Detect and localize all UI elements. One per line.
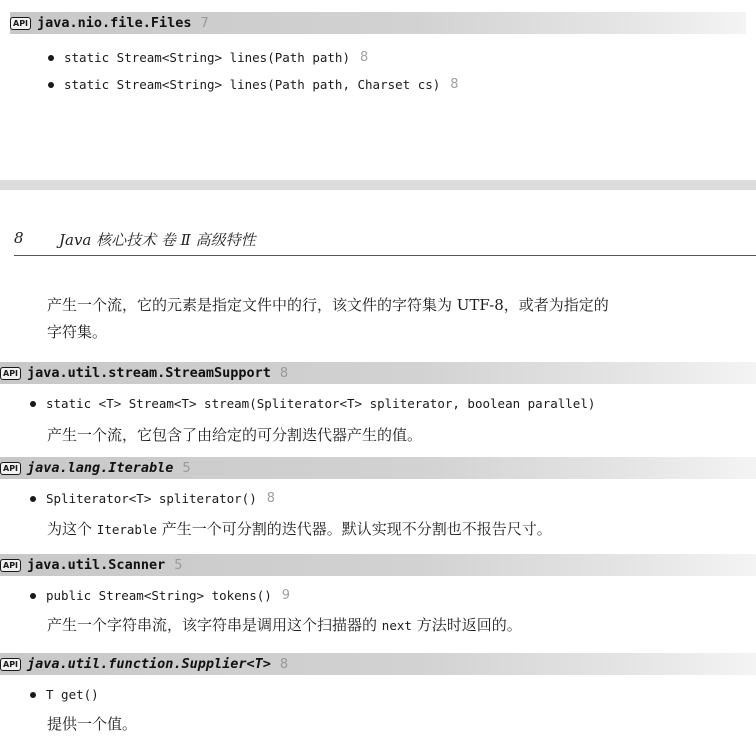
book-title: Java 核心技术 卷 Ⅱ 高级特性 <box>59 231 256 249</box>
api-header-scanner <box>0 554 756 576</box>
api-badge-icon: API <box>0 462 21 475</box>
api-header-iterable <box>0 457 756 479</box>
api-class-name: java.util.Scanner <box>27 557 166 573</box>
bullet-icon <box>30 692 36 698</box>
method-signature: static <T> Stream<T> stream(Spliterator<T> spliterator, boolean parallel) <box>46 396 596 411</box>
method-signature: static Stream<String> lines(Path path) <box>64 50 350 65</box>
page-number: 8 <box>14 229 24 247</box>
running-header <box>14 229 756 256</box>
description-code: Iterable <box>96 522 158 537</box>
api-header-supplier <box>0 653 756 675</box>
description-code: next <box>381 618 412 633</box>
method-version: 8 <box>266 491 275 506</box>
method-line <box>48 50 368 65</box>
intro-paragraph <box>47 292 737 346</box>
bullet-icon <box>48 55 54 61</box>
method-line <box>30 491 275 506</box>
page-separator <box>0 180 756 190</box>
method-signature: public Stream<String> tokens() <box>46 588 272 603</box>
method-description <box>47 518 552 539</box>
description-text: 为这个 <box>47 520 93 538</box>
method-description <box>47 614 522 635</box>
api-badge-icon: API <box>0 559 21 572</box>
method-line <box>30 396 595 411</box>
method-version: 8 <box>450 77 459 92</box>
description-text: 方法时返回的。 <box>416 616 522 634</box>
api-version: 8 <box>279 365 289 381</box>
api-version: 5 <box>182 460 191 476</box>
api-class-name: java.nio.file.Files <box>37 15 192 31</box>
method-description: 产生一个流，它包含了由给定的可分割迭代器产生的值。 <box>47 426 423 444</box>
method-description: 提供一个值。 <box>47 715 138 733</box>
paragraph-line: 字符集。 <box>47 323 108 341</box>
bullet-icon <box>30 401 36 407</box>
previous-page-fragment <box>0 0 756 180</box>
api-class-name: java.lang.Iterable <box>27 460 174 476</box>
method-line <box>30 687 99 702</box>
api-class-name: java.util.function.Supplier<T> <box>27 656 271 672</box>
api-header-files <box>10 12 746 34</box>
description-text: 产生一个可分割的迭代器。默认实现不分割也不报告尺寸。 <box>161 520 552 538</box>
method-version: 8 <box>359 50 369 65</box>
bullet-icon <box>30 496 36 502</box>
bullet-icon <box>48 82 54 88</box>
method-signature: Spliterator<T> spliterator() <box>46 491 257 506</box>
api-badge-icon: API <box>10 17 31 30</box>
api-header-streamsupport <box>0 362 756 384</box>
api-badge-icon: API <box>0 367 21 380</box>
method-version: 9 <box>281 588 291 603</box>
method-line <box>48 77 459 92</box>
api-class-name: java.util.stream.StreamSupport <box>27 365 271 381</box>
method-signature: T get() <box>46 687 99 702</box>
paragraph-line: 产生一个流，它的元素是指定文件中的行，该文件的字符集为 UTF-8，或者为指定的 <box>47 296 609 314</box>
bullet-icon <box>30 593 36 599</box>
method-line <box>30 588 290 603</box>
api-version: 8 <box>279 656 289 672</box>
method-signature: static Stream<String> lines(Path path, Charset cs) <box>64 77 441 92</box>
api-version: 7 <box>200 15 209 31</box>
api-badge-icon: API <box>0 658 21 671</box>
api-version: 5 <box>174 557 183 573</box>
description-text: 产生一个字符串流，该字符串是调用这个扫描器的 <box>47 616 378 634</box>
